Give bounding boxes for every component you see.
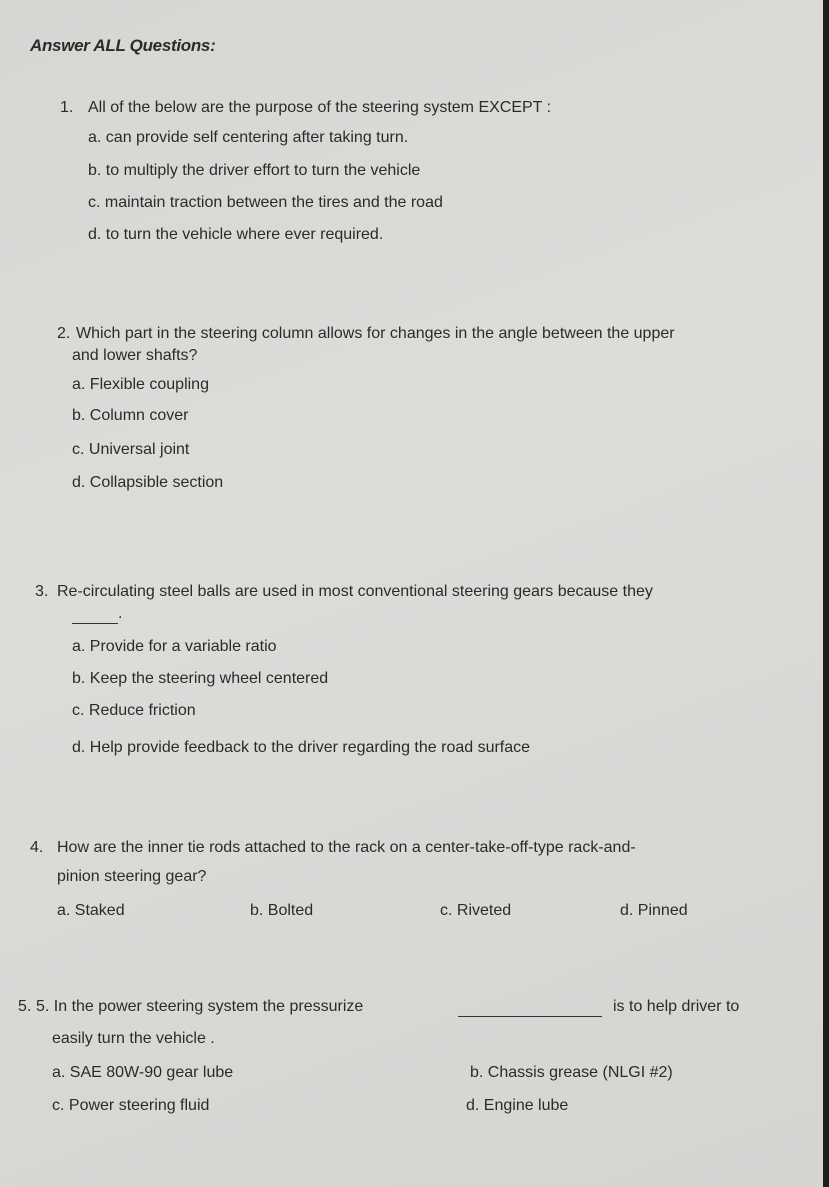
question-1-option-d: d. to turn the vehicle where ever required.	[88, 226, 384, 243]
question-4-option-a: a. Staked	[57, 902, 125, 919]
question-5-text-cont: easily turn the vehicle .	[52, 1030, 215, 1047]
question-5-option-d: d. Engine lube	[466, 1097, 569, 1114]
question-4-option-b: b. Bolted	[250, 902, 314, 919]
instructions-heading: Answer ALL Questions:	[30, 36, 216, 55]
question-4-option-c: c. Riveted	[440, 902, 512, 919]
question-2-option-d: d. Collapsible section	[72, 474, 224, 491]
question-3-option-b: b. Keep the steering wheel centered	[72, 670, 329, 687]
question-5-text: 5. In the power steering system the pressurize	[36, 998, 364, 1015]
question-2-number: 2.	[57, 325, 71, 342]
question-3-option-d: d. Help provide feedback to the driver regarding the road surface	[72, 739, 531, 756]
question-5-option-c: c. Power steering fluid	[52, 1097, 210, 1114]
question-4-text-cont: pinion steering gear?	[57, 868, 207, 885]
photo-edge	[823, 0, 829, 1187]
question-5-text-after: is to help driver to	[613, 998, 740, 1015]
question-4-number: 4.	[30, 839, 44, 856]
question-2-text-cont: and lower shafts?	[72, 347, 198, 364]
question-5-blank	[458, 997, 602, 1017]
question-1-option-a: a. can provide self centering after taking turn.	[88, 129, 409, 146]
question-3-text: Re-circulating steel balls are used in most conventional steering gears because they	[57, 583, 653, 600]
question-4-text: How are the inner tie rods attached to the rack on a center-take-off-type rack-and-	[57, 839, 636, 856]
question-2-option-b: b. Column cover	[72, 407, 189, 424]
question-2-text: Which part in the steering column allows for changes in the angle between the upper	[76, 325, 675, 342]
question-3-blank	[72, 604, 122, 624]
question-5-option-a: a. SAE 80W-90 gear lube	[52, 1064, 234, 1081]
question-3-option-c: c. Reduce friction	[72, 702, 196, 719]
question-5-option-b: b. Chassis grease (NLGI #2)	[470, 1064, 673, 1081]
question-2-option-c: c. Universal joint	[72, 441, 190, 458]
question-1-text: All of the below are the purpose of the steering system EXCEPT :	[88, 99, 552, 116]
question-3-blank-end: .	[118, 605, 123, 622]
question-5-number: 5.	[18, 998, 32, 1015]
question-4-option-d: d. Pinned	[620, 902, 688, 919]
question-3-option-a: a. Provide for a variable ratio	[72, 638, 277, 655]
question-1-option-b: b. to multiply the driver effort to turn the vehicle	[88, 162, 421, 179]
question-2-option-a: a. Flexible coupling	[72, 376, 209, 393]
question-1-option-c: c. maintain traction between the tires and the road	[88, 194, 443, 211]
question-1-number: 1.	[60, 99, 74, 116]
question-3-number: 3.	[35, 583, 49, 600]
